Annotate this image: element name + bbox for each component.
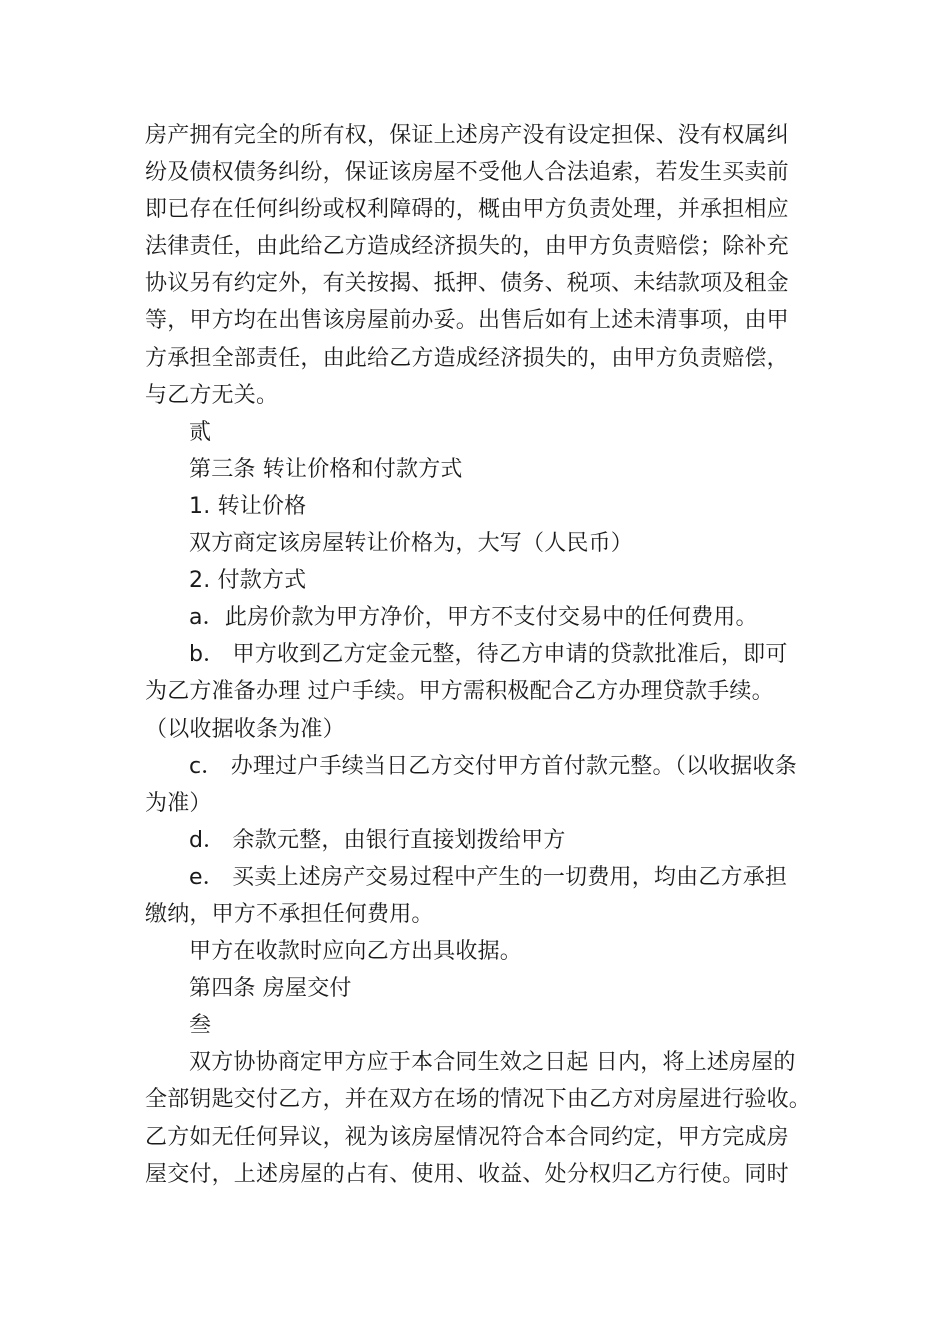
contract-body-text	[145, 117, 810, 1193]
text-line: 方承担全部责任，由此给乙方造成经济损失的，由甲方负责赔偿，	[145, 345, 789, 371]
text-line: a．此房价款为甲方净价，甲方不支付交易中的任何费用。	[189, 605, 758, 631]
text-line: e． 买卖上述房产交易过程中产生的一切费用，均由乙方承担	[189, 864, 788, 890]
text-line: 乙方如无任何异议，视为该房屋情况符合本合同约定，甲方完成房	[145, 1124, 789, 1150]
text-line: 为乙方准备办理 过户手续。甲方需积极配合乙方办理贷款手续。	[145, 679, 774, 705]
text-line: 缴纳，甲方不承担任何费用。	[145, 901, 434, 927]
text-line: （以收据收条为准）	[145, 716, 345, 742]
text-line: 第四条 房屋交付	[189, 976, 352, 1002]
text-line: 为准）	[145, 790, 212, 816]
text-line: 2. 付款方式	[189, 568, 307, 594]
text-line: 法律责任，由此给乙方造成经济损失的，由甲方负责赔偿；除补充	[145, 234, 789, 260]
text-line: 等，甲方均在出售该房屋前办妥。出售后如有上述未清事项，由甲	[145, 308, 789, 334]
text-line: 全部钥匙交付乙方，并在双方在场的情况下由乙方对房屋进行验收。	[145, 1087, 812, 1113]
text-line: 双方协协商定甲方应于本合同生效之日起 日内，将上述房屋的	[189, 1050, 796, 1076]
text-line: 1. 转让价格	[189, 493, 307, 519]
text-line: 贰	[189, 419, 212, 445]
text-line: 双方商定该房屋转让价格为，大写（人民币）	[189, 531, 634, 557]
text-line: 第三条 转让价格和付款方式	[189, 456, 463, 482]
text-line: 屋交付，上述房屋的占有、使用、收益、处分权归乙方行使。同时	[145, 1161, 789, 1187]
text-line: c． 办理过户手续当日乙方交付甲方首付款元整。（以收据收条	[189, 753, 797, 779]
text-line: 甲方在收款时应向乙方出具收据。	[189, 939, 523, 965]
text-line: 房产拥有完全的所有权，保证上述房产没有设定担保、没有权属纠	[145, 123, 789, 148]
text-line: d． 余款元整，由银行直接划拨给甲方	[189, 827, 566, 853]
text-line: 与乙方无关。	[145, 382, 279, 408]
text-line: b． 甲方收到乙方定金元整，待乙方申请的贷款批准后，即可	[189, 642, 788, 668]
text-line: 纷及债权债务纠纷，保证该房屋不受他人合法追索，若发生买卖前	[145, 160, 789, 186]
text-line: 叁	[189, 1013, 212, 1039]
text-line: 即已存在任何纠纷或权利障碍的，概由甲方负责处理，并承担相应	[145, 197, 789, 223]
text-line: 协议另有约定外，有关按揭、抵押、债务、税项、未结款项及租金	[145, 271, 789, 297]
